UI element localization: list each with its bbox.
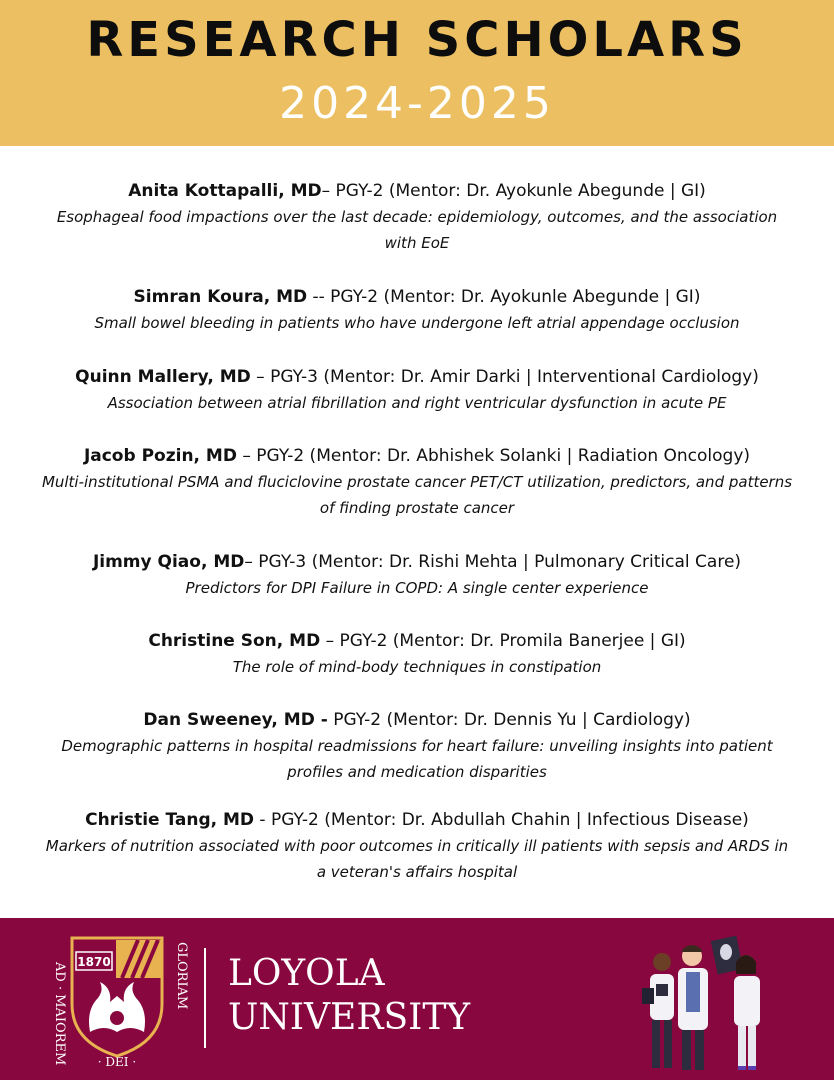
footer-banner	[0, 918, 834, 1080]
scholar-heading	[40, 628, 794, 654]
scholar-name: Quinn Mallery, MD	[75, 367, 251, 387]
scholar-list	[40, 178, 794, 887]
scholar-topic: Markers of nutrition associated with poor outcomes in critically ill patients with sepsis and ARDS in a veteran's affairs hospital	[45, 837, 789, 881]
header-banner	[0, 0, 834, 146]
seal-motto-bottom: · DEI ·	[97, 1055, 137, 1069]
seal-motto-left: AD · MAIOREM	[52, 962, 67, 1066]
scholar-detail: – PGY-3 (Mentor: Dr. Amir Darki | Interventional Cardiology)	[250, 367, 759, 387]
scholar-entry	[40, 443, 794, 549]
scholar-heading	[40, 178, 794, 204]
scholar-topic: The role of mind-body techniques in constipation	[232, 658, 602, 676]
scholar-entry	[40, 178, 794, 284]
scholar-entry	[40, 364, 794, 443]
scholar-detail: – PGY-2 (Mentor: Dr. Abhishek Solanki | Radiation Oncology)	[236, 446, 751, 466]
scholar-heading	[40, 549, 794, 575]
scholar-topic: Association between atrial fibrillation and right ventricular dysfunction in acute PE	[107, 394, 727, 412]
seal-motto-right: GLORIAM	[174, 942, 189, 1010]
scholar-detail: – PGY-3 (Mentor: Dr. Rishi Mehta | Pulmonary Critical Care)	[244, 552, 742, 572]
seal-year: 1870	[77, 955, 111, 969]
scholar-heading	[40, 364, 794, 390]
scholar-detail: PGY-2 (Mentor: Dr. Dennis Yu | Cardiology)	[327, 710, 691, 730]
scholar-name: Simran Koura, MD	[133, 287, 308, 307]
scholar-topic: Small bowel bleeding in patients who have undergone left atrial appendage occlusion	[94, 314, 740, 332]
scholar-detail: - PGY-2 (Mentor: Dr. Abdullah Chahin | Infectious Disease)	[254, 810, 749, 830]
scholar-name: Anita Kottapalli, MD	[128, 181, 322, 201]
footer-divider	[204, 948, 206, 1048]
scholar-heading	[40, 707, 794, 733]
scholar-name: Jacob Pozin, MD	[83, 446, 237, 466]
university-wordmark	[228, 952, 470, 1040]
university-name-line1: LOYOLA	[228, 953, 385, 994]
scholar-topic: Esophageal food impactions over the last decade: epidemiology, outcomes, and the association with EoE	[56, 208, 778, 252]
scholar-name: Christine Son, MD	[148, 631, 321, 651]
page-title: RESEARCH SCHOLARS	[86, 12, 748, 68]
scholar-entry	[40, 807, 794, 887]
scholar-entry	[40, 549, 794, 628]
scholar-topic: Demographic patterns in hospital readmissions for heart failure: unveiling insights into patient profiles and medication disparities	[61, 737, 773, 781]
scholar-heading	[40, 807, 794, 833]
scholar-heading	[40, 284, 794, 310]
doctors-illustration-icon	[634, 932, 784, 1080]
scholar-detail: – PGY-2 (Mentor: Dr. Ayokunle Abegunde | GI)	[321, 181, 706, 201]
scholar-name: Jimmy Qiao, MD	[92, 552, 245, 572]
scholar-heading	[40, 443, 794, 469]
scholar-entry	[40, 284, 794, 364]
scholar-name: Dan Sweeney, MD -	[143, 710, 328, 730]
scholar-topic: Multi-institutional PSMA and fluciclovine prostate cancer PET/CT utilization, predictors, and patterns of finding prostate cancer	[41, 473, 793, 517]
university-name-line2: UNIVERSITY	[228, 997, 471, 1038]
scholar-detail: – PGY-2 (Mentor: Dr. Promila Banerjee | GI)	[320, 631, 686, 651]
scholar-name: Christie Tang, MD	[85, 810, 255, 830]
page-year: 2024-2025	[279, 78, 555, 129]
loyola-seal-icon	[42, 932, 192, 1072]
scholar-detail: -- PGY-2 (Mentor: Dr. Ayokunle Abegunde | GI)	[307, 287, 701, 307]
scholar-topic: Predictors for DPI Failure in COPD: A single center experience	[185, 579, 649, 597]
scholar-entry	[40, 628, 794, 707]
scholar-entry	[40, 707, 794, 807]
